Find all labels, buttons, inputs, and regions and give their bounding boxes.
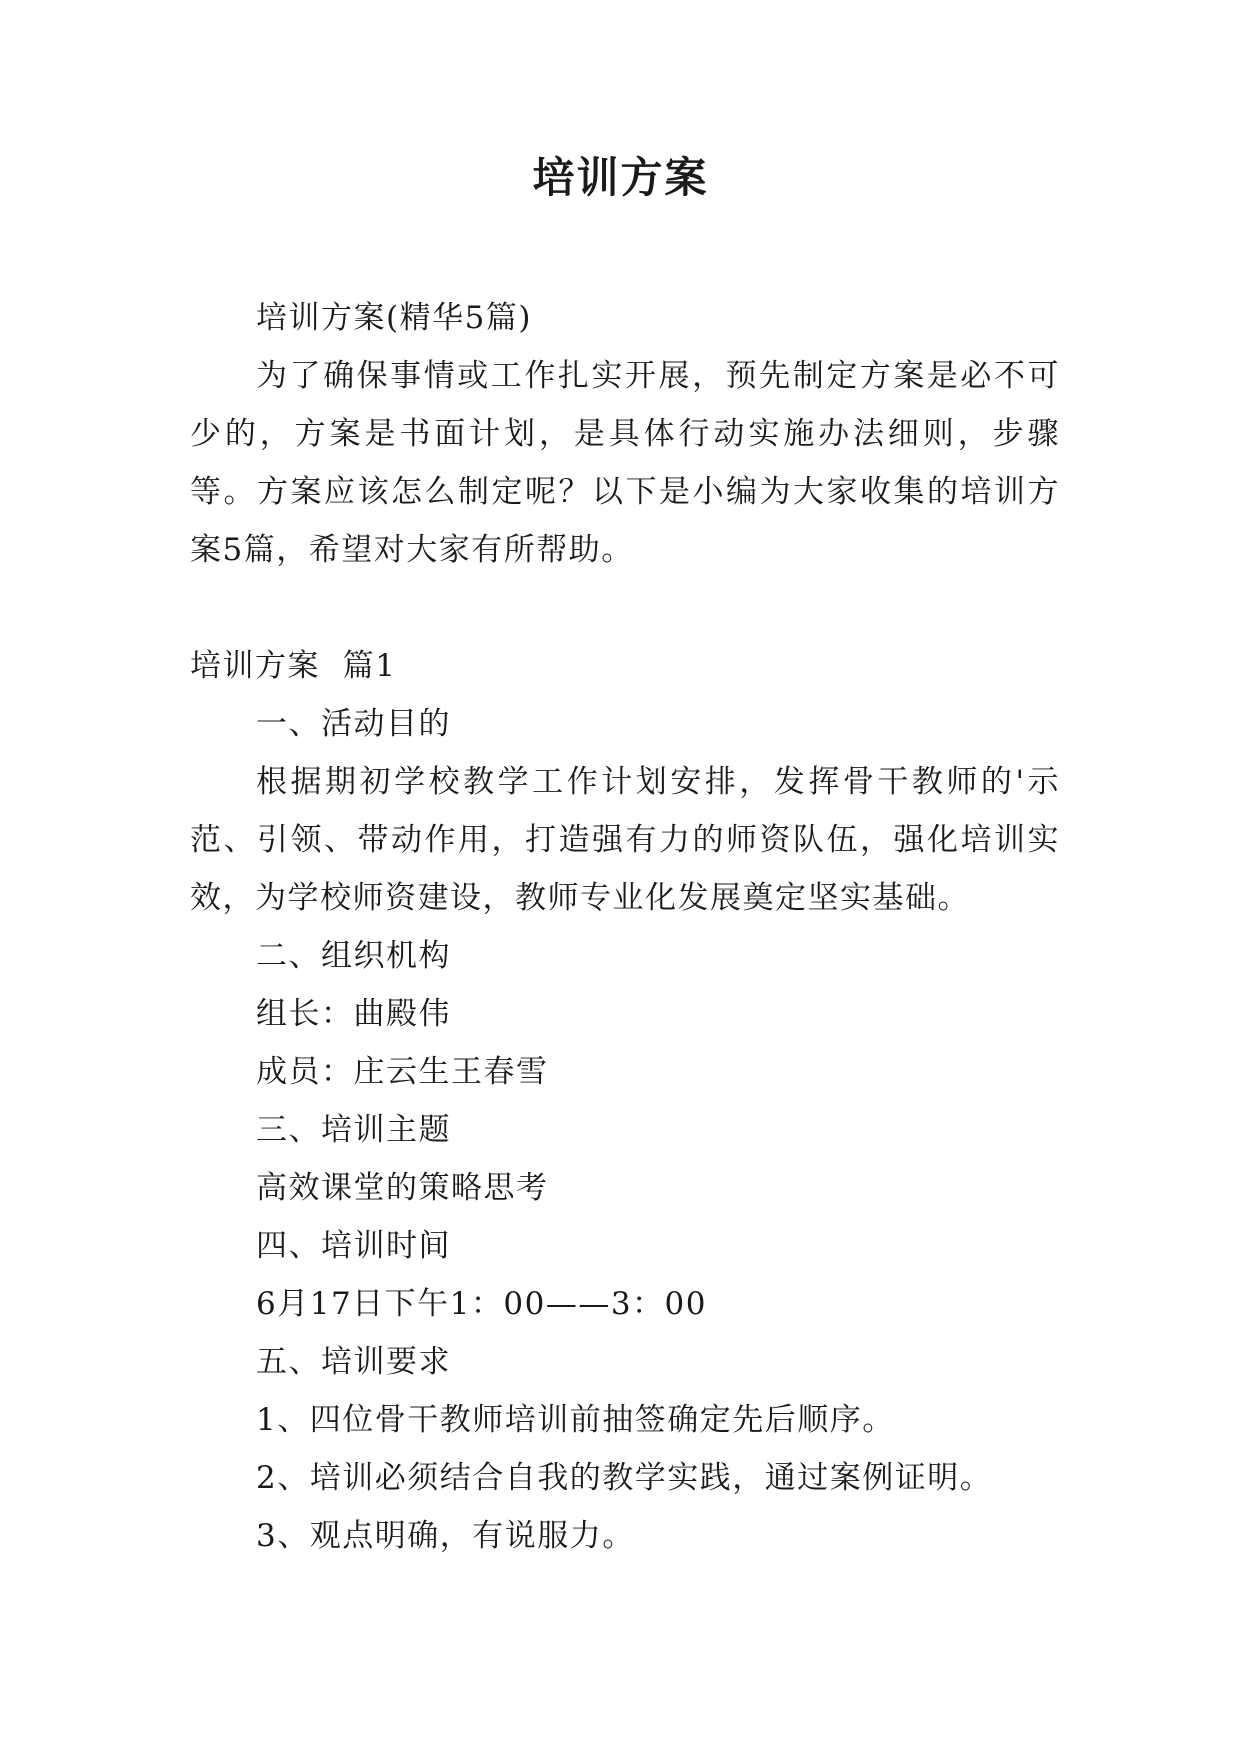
intro-paragraph: 为了确保事情或工作扎实开展，预先制定方案是必不可少的，方案是书面计划，是具体行动实施办法细则，步骤等。方案应该怎么制定呢？以下是小编为大家收集的培训方案5篇，希望对大家有所帮助。 [190,358,1060,568]
section-heading: 培训方案 篇1 [190,648,397,684]
heading-training-theme: 三、培训主题 [256,1112,451,1148]
heading-training-time: 四、培训时间 [256,1228,451,1264]
requirement-item: 3、观点明确，有说服力。 [256,1518,635,1554]
requirement-item: 2、培训必须结合自我的教学实践，通过案例证明。 [256,1460,993,1496]
training-theme: 高效课堂的策略思考 [256,1170,549,1206]
purpose-paragraph: 根据期初学校教学工作计划安排，发挥骨干教师的'示范、引领、带动作用，打造强有力的师资队伍，强化培训实效，为学校师资建设，教师专业化发展奠定坚实基础。 [190,764,1060,916]
document-subtitle: 培训方案(精华5篇) [256,300,532,336]
requirement-item: 1、四位骨干教师培训前抽签确定先后顺序。 [256,1402,895,1438]
heading-training-requirements: 五、培训要求 [256,1344,451,1380]
training-time: 6月17日下午1：00——3：00 [256,1286,708,1322]
group-leader: 组长：曲殿伟 [256,996,451,1032]
document-title: 培训方案 [532,153,709,202]
document-body [190,289,1060,1565]
heading-organization: 二、组织机构 [256,938,451,974]
group-members: 成员：庄云生王春雪 [256,1054,549,1090]
heading-activity-purpose: 一、活动目的 [256,706,451,742]
